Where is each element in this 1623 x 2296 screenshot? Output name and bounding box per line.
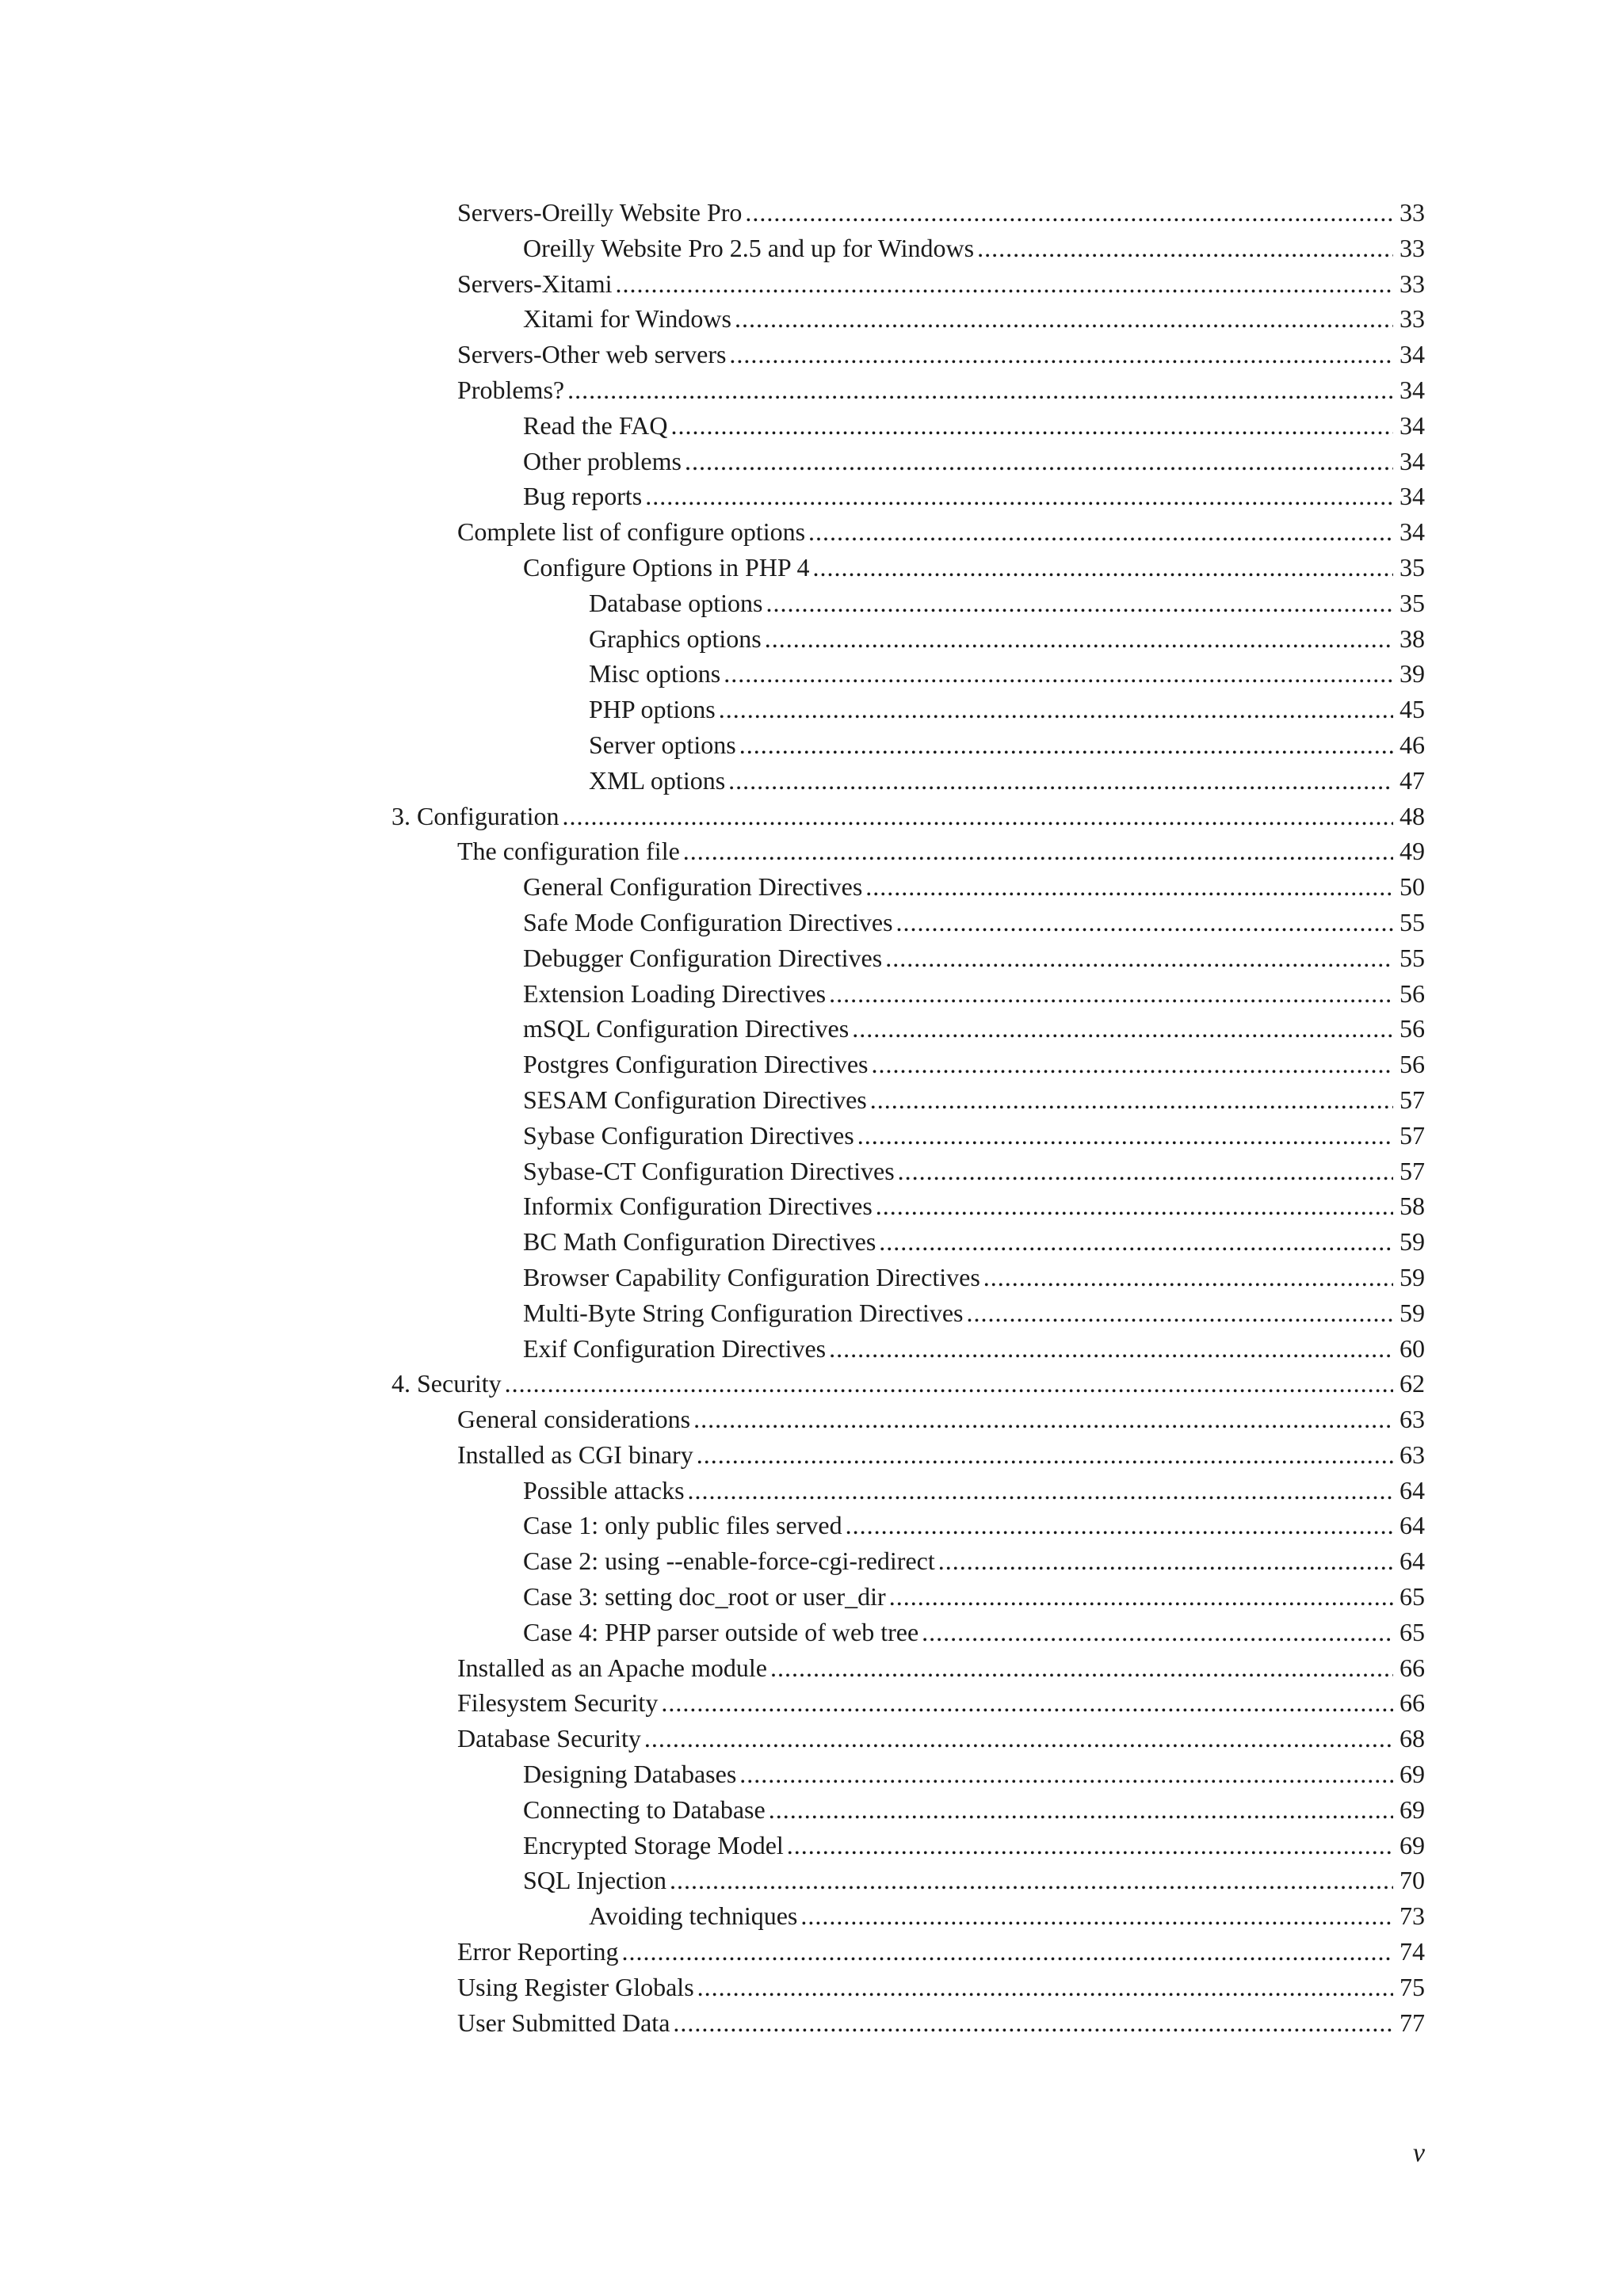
toc-entry-page: 34 (1400, 482, 1425, 511)
toc-entry-title: Sybase Configuration Directives (523, 1120, 854, 1150)
dot-leader (729, 337, 1393, 372)
toc-entry[interactable] (391, 833, 1425, 869)
toc-entry-title: Exif Configuration Directives (523, 1333, 827, 1363)
dot-leader (829, 976, 1393, 1012)
toc-entry-page: 65 (1400, 1617, 1425, 1646)
dot-leader (683, 833, 1393, 869)
toc-entry-title: Database options (589, 588, 763, 617)
toc-entry[interactable] (391, 1863, 1425, 1898)
toc-entry-title: User Submitted Data (457, 2008, 670, 2037)
toc-entry[interactable] (391, 1402, 1425, 1437)
dot-leader (870, 1082, 1393, 1118)
toc-entry[interactable] (391, 1934, 1425, 1970)
toc-entry-title: Servers-Xitami (457, 269, 613, 298)
toc-entry[interactable] (391, 1898, 1425, 1934)
toc-entry-title: The configuration file (457, 837, 680, 866)
dot-leader (770, 1650, 1393, 1686)
dot-leader (745, 195, 1393, 231)
toc-entry[interactable] (391, 1118, 1425, 1154)
toc-entry-title: Error Reporting (457, 1937, 619, 1966)
dot-leader (871, 1047, 1393, 1082)
toc-entry-page: 69 (1400, 1794, 1425, 1824)
toc-entry-page: 39 (1400, 659, 1425, 688)
toc-entry-page: 63 (1400, 1405, 1425, 1434)
toc-entry-page: 69 (1400, 1830, 1425, 1859)
toc-entry-title: Multi-Byte String Configuration Directives (523, 1298, 964, 1327)
toc-entry-title: General Configuration Directives (523, 872, 863, 902)
page-number: v (1412, 2138, 1425, 2168)
toc-entry-page: 47 (1400, 765, 1425, 795)
toc-entry-title: Informix Configuration Directives (523, 1192, 873, 1221)
toc-entry-page: 45 (1400, 695, 1425, 724)
dot-leader (829, 1331, 1393, 1367)
toc-entry-title: PHP options (589, 695, 716, 724)
toc-entry[interactable] (391, 905, 1425, 940)
toc-entry-page: 59 (1400, 1262, 1425, 1291)
toc-entry[interactable] (391, 1366, 1425, 1402)
toc-entry-title: Problems? (457, 375, 565, 404)
toc-entry[interactable] (391, 444, 1425, 479)
toc-entry[interactable] (391, 550, 1425, 585)
toc-entry-page: 59 (1400, 1298, 1425, 1327)
toc-entry[interactable] (391, 1828, 1425, 1863)
dot-leader (670, 1863, 1393, 1898)
dot-leader (563, 799, 1393, 834)
toc-entry[interactable] (391, 1188, 1425, 1224)
toc-entry-title: Encrypted Storage Model (523, 1830, 784, 1859)
toc-entry-page: 33 (1400, 233, 1425, 262)
dot-leader (977, 231, 1393, 266)
toc-entry-page: 64 (1400, 1547, 1425, 1576)
toc-entry-title: Extension Loading Directives (523, 978, 827, 1008)
toc-entry-title: 3. Configuration (391, 801, 559, 830)
toc-entry-title: mSQL Configuration Directives (523, 1014, 850, 1043)
toc-entry-page: 56 (1400, 1014, 1425, 1043)
toc-entry[interactable] (391, 408, 1425, 444)
toc-entry-page: 69 (1400, 1760, 1425, 1789)
toc-entry-page: 50 (1400, 872, 1425, 902)
toc-entry-page: 55 (1400, 943, 1425, 972)
dot-leader (865, 869, 1393, 905)
toc-entry[interactable] (391, 514, 1425, 550)
toc-entry[interactable] (391, 1792, 1425, 1828)
toc-entry-title: Postgres Configuration Directives (523, 1050, 869, 1079)
toc-entry-title: Complete list of configure options (457, 517, 806, 547)
dot-leader (879, 1224, 1393, 1260)
toc-entry-page: 57 (1400, 1120, 1425, 1150)
toc-entry[interactable] (391, 727, 1425, 763)
toc-entry[interactable] (391, 799, 1425, 834)
toc-entry-title: SESAM Configuration Directives (523, 1085, 867, 1114)
dot-leader (688, 1473, 1393, 1508)
toc-entry[interactable] (391, 621, 1425, 657)
toc-entry-title: SQL Injection (523, 1866, 666, 1895)
toc-entry[interactable] (391, 1756, 1425, 1792)
toc-entry-page: 75 (1400, 1972, 1425, 2001)
dot-leader (765, 621, 1393, 657)
toc-entry-title: Read the FAQ (523, 410, 668, 440)
dot-leader (739, 727, 1393, 763)
toc-entry[interactable] (391, 1082, 1425, 1118)
toc-entry-page: 62 (1400, 1369, 1425, 1398)
dot-leader (670, 408, 1393, 444)
dot-leader (898, 1154, 1393, 1189)
toc-entry[interactable] (391, 1437, 1425, 1473)
toc-entry-page: 34 (1400, 410, 1425, 440)
toc-entry[interactable] (391, 1011, 1425, 1047)
toc-entry-title: Avoiding techniques (589, 1901, 798, 1931)
toc-entry-page: 33 (1400, 198, 1425, 227)
toc-entry-page: 38 (1400, 624, 1425, 653)
toc-entry-page: 34 (1400, 446, 1425, 475)
toc-entry-title: Case 1: only public files served (523, 1511, 842, 1540)
toc-entry-title: Installed as CGI binary (457, 1440, 693, 1469)
toc-entry-page: 60 (1400, 1333, 1425, 1363)
toc-entry[interactable] (391, 231, 1425, 266)
toc-entry-page: 48 (1400, 801, 1425, 830)
toc-entry-page: 34 (1400, 517, 1425, 547)
dot-leader (885, 940, 1393, 976)
toc-entry-title: Case 3: setting doc_root or user_dir (523, 1582, 886, 1611)
dot-leader (813, 550, 1394, 585)
toc-entry[interactable] (391, 1970, 1425, 2005)
dot-leader (728, 763, 1393, 799)
dot-leader (724, 656, 1393, 692)
toc-entry[interactable] (391, 585, 1425, 621)
dot-leader (739, 1756, 1393, 1792)
dot-leader (697, 1437, 1393, 1473)
toc-entry[interactable] (391, 1047, 1425, 1082)
dot-leader (616, 266, 1394, 302)
toc-entry-title: Safe Mode Configuration Directives (523, 907, 893, 936)
dot-leader (719, 692, 1393, 727)
dot-leader (685, 444, 1393, 479)
toc-entry[interactable] (391, 940, 1425, 976)
toc-entry-page: 57 (1400, 1156, 1425, 1185)
toc-entry[interactable] (391, 1615, 1425, 1650)
toc-entry-page: 70 (1400, 1866, 1425, 1895)
toc-entry-title: Xitami for Windows (523, 304, 731, 334)
dot-leader (983, 1260, 1393, 1295)
toc-entry-page: 74 (1400, 1937, 1425, 1966)
toc-entry-title: Filesystem Security (457, 1688, 659, 1718)
dot-leader (787, 1828, 1393, 1863)
toc-entry-title: General considerations (457, 1405, 691, 1434)
toc-entry[interactable] (391, 763, 1425, 799)
toc-entry-page: 64 (1400, 1475, 1425, 1505)
dot-leader (852, 1011, 1393, 1047)
toc-entry[interactable] (391, 1295, 1425, 1331)
dot-leader (622, 1934, 1394, 1970)
toc-entry-page: 57 (1400, 1085, 1425, 1114)
toc-entry-title: Debugger Configuration Directives (523, 943, 883, 972)
dot-leader (966, 1295, 1393, 1331)
toc-entry-page: 35 (1400, 588, 1425, 617)
toc-entry[interactable] (391, 692, 1425, 727)
dot-leader (697, 1970, 1393, 2005)
toc-entry-page: 64 (1400, 1511, 1425, 1540)
toc-entry-page: 33 (1400, 269, 1425, 298)
toc-entry-title: Sybase-CT Configuration Directives (523, 1156, 895, 1185)
toc-entry[interactable] (391, 1543, 1425, 1579)
toc-entry-page: 66 (1400, 1653, 1425, 1682)
toc-entry-page: 56 (1400, 1050, 1425, 1079)
toc-entry-title: Server options (589, 730, 736, 759)
dot-leader (673, 2005, 1393, 2041)
toc-entry[interactable] (391, 1224, 1425, 1260)
toc-entry[interactable] (391, 1154, 1425, 1189)
dot-leader (693, 1402, 1393, 1437)
toc-entry-page: 33 (1400, 304, 1425, 334)
toc-entry-title: Browser Capability Configuration Directives (523, 1262, 980, 1291)
toc-entry-title: Installed as an Apache module (457, 1653, 767, 1682)
toc-entry-page: 77 (1400, 2008, 1425, 2037)
dot-leader (896, 905, 1393, 940)
toc-entry-title: Case 4: PHP parser outside of web tree (523, 1617, 919, 1646)
toc-entry-title: Possible attacks (523, 1475, 685, 1505)
dot-leader (769, 1792, 1393, 1828)
toc-entry-page: 49 (1400, 837, 1425, 866)
toc-entry-title: Case 2: using --enable-force-cgi-redirect (523, 1547, 935, 1576)
toc-entry-title: 4. Security (391, 1369, 502, 1398)
toc-entry-title: Servers-Other web servers (457, 340, 727, 369)
toc-entry[interactable] (391, 1650, 1425, 1686)
toc-entry[interactable] (391, 1331, 1425, 1367)
toc-entry-title: Database Security (457, 1724, 641, 1753)
toc-entry-page: 66 (1400, 1688, 1425, 1718)
toc-entry-title: Oreilly Website Pro 2.5 and up for Windows (523, 233, 975, 262)
dot-leader (800, 1898, 1393, 1934)
dot-leader (889, 1579, 1393, 1615)
table-of-contents (391, 195, 1425, 2040)
toc-entry-title: XML options (589, 765, 726, 795)
toc-entry-title: Misc options (589, 659, 721, 688)
toc-entry-page: 55 (1400, 907, 1425, 936)
toc-entry-title: Using Register Globals (457, 1972, 694, 2001)
toc-entry-title: BC Math Configuration Directives (523, 1227, 876, 1257)
toc-entry[interactable] (391, 266, 1425, 302)
dot-leader (567, 372, 1393, 408)
dot-leader (857, 1118, 1393, 1154)
dot-leader (644, 1721, 1393, 1756)
dot-leader (938, 1543, 1393, 1579)
toc-entry-page: 56 (1400, 978, 1425, 1008)
dot-leader (922, 1615, 1393, 1650)
toc-entry-page: 68 (1400, 1724, 1425, 1753)
toc-entry[interactable] (391, 869, 1425, 905)
toc-entry[interactable] (391, 479, 1425, 514)
toc-entry[interactable] (391, 195, 1425, 231)
toc-entry-page: 73 (1400, 1901, 1425, 1931)
toc-entry-page: 34 (1400, 375, 1425, 404)
toc-entry[interactable] (391, 337, 1425, 372)
toc-entry-title: Graphics options (589, 624, 762, 653)
toc-entry-page: 58 (1400, 1192, 1425, 1221)
toc-entry[interactable] (391, 2005, 1425, 2041)
dot-leader (846, 1508, 1393, 1543)
toc-entry[interactable] (391, 1685, 1425, 1721)
toc-entry-page: 63 (1400, 1440, 1425, 1469)
toc-entry-page: 65 (1400, 1582, 1425, 1611)
dot-leader (645, 479, 1393, 514)
dot-leader (766, 585, 1394, 621)
toc-entry[interactable] (391, 656, 1425, 692)
toc-entry-page: 34 (1400, 340, 1425, 369)
dot-leader (808, 514, 1393, 550)
dot-leader (735, 301, 1393, 337)
toc-entry-page: 35 (1400, 552, 1425, 582)
toc-entry-title: Designing Databases (523, 1760, 737, 1789)
toc-entry[interactable] (391, 1260, 1425, 1295)
toc-entry[interactable] (391, 301, 1425, 337)
toc-entry-title: Servers-Oreilly Website Pro (457, 198, 743, 227)
toc-entry[interactable] (391, 372, 1425, 408)
toc-entry-title: Bug reports (523, 482, 643, 511)
toc-entry[interactable] (391, 1721, 1425, 1756)
toc-entry-page: 46 (1400, 730, 1425, 759)
dot-leader (505, 1366, 1393, 1402)
toc-entry-title: Other problems (523, 446, 682, 475)
toc-entry[interactable] (391, 1508, 1425, 1543)
toc-entry-page: 59 (1400, 1227, 1425, 1257)
toc-entry-title: Connecting to Database (523, 1794, 766, 1824)
toc-entry[interactable] (391, 976, 1425, 1012)
dot-leader (661, 1685, 1393, 1721)
toc-entry[interactable] (391, 1579, 1425, 1615)
toc-entry-title: Configure Options in PHP 4 (523, 552, 810, 582)
toc-entry[interactable] (391, 1473, 1425, 1508)
dot-leader (876, 1188, 1393, 1224)
